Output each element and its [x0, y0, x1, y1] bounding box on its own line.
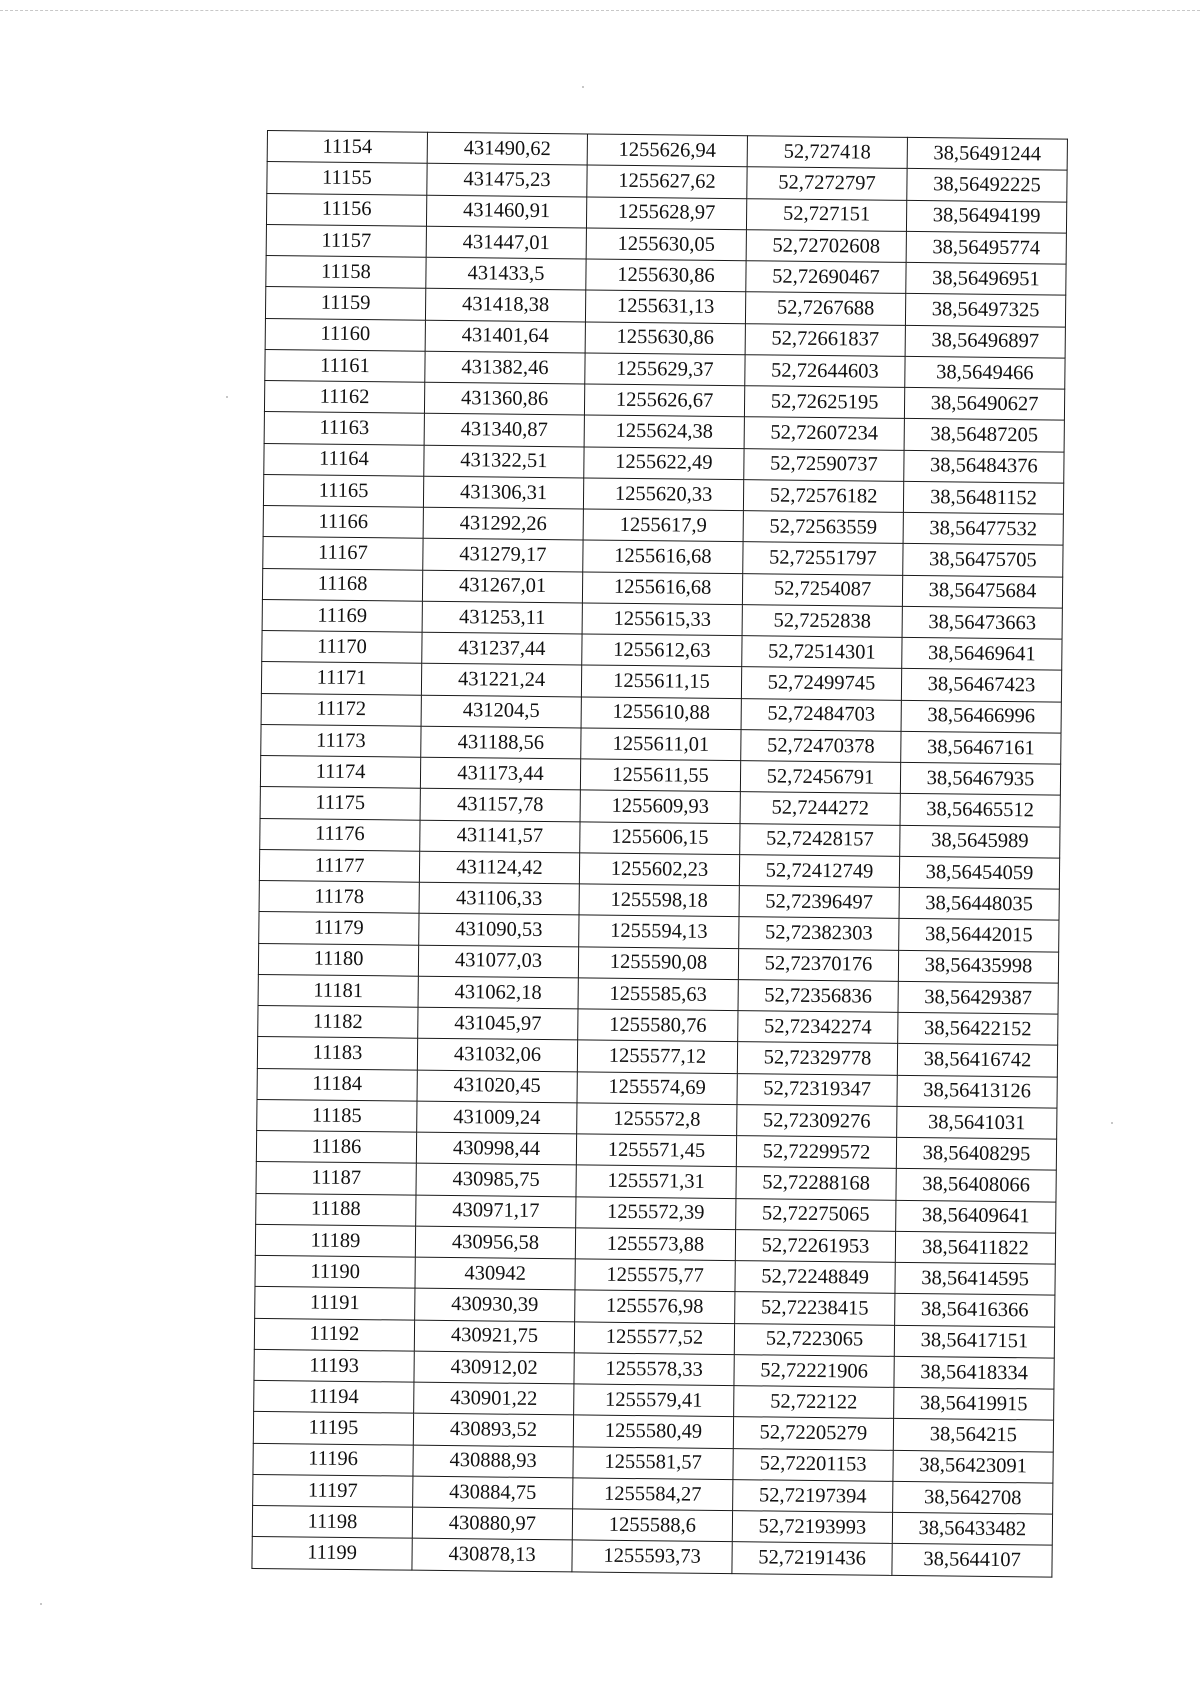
x-coordinate-cell: 431124,42	[419, 851, 579, 884]
longitude-cell: 38,56491244	[907, 137, 1067, 170]
y-coordinate-cell: 1255602,23	[579, 853, 739, 886]
latitude-cell: 52,72342274	[738, 1011, 898, 1044]
point-number-cell: 11193	[254, 1349, 414, 1382]
longitude-cell: 38,56413126	[897, 1075, 1057, 1108]
y-coordinate-cell: 1255571,31	[576, 1165, 736, 1198]
x-coordinate-cell: 431077,03	[418, 945, 578, 978]
longitude-cell: 38,56484376	[904, 450, 1064, 483]
latitude-cell: 52,72309276	[737, 1104, 897, 1137]
x-coordinate-cell: 431267,01	[422, 570, 582, 603]
point-number-cell: 11172	[261, 693, 421, 726]
latitude-cell: 52,72607234	[744, 417, 904, 450]
latitude-cell: 52,7244272	[740, 792, 900, 825]
latitude-cell: 52,72396497	[739, 886, 899, 919]
y-coordinate-cell: 1255630,86	[586, 259, 746, 292]
y-coordinate-cell: 1255572,39	[576, 1196, 736, 1229]
x-coordinate-cell: 430921,75	[414, 1320, 574, 1353]
scan-speck	[40, 1603, 42, 1605]
longitude-cell: 38,56409641	[896, 1200, 1056, 1233]
latitude-cell: 52,72551797	[743, 542, 903, 575]
point-number-cell: 11198	[252, 1505, 412, 1538]
latitude-cell: 52,72299572	[736, 1136, 896, 1169]
longitude-cell: 38,5642708	[893, 1481, 1053, 1514]
y-coordinate-cell: 1255617,9	[583, 509, 743, 542]
y-coordinate-cell: 1255573,88	[575, 1228, 735, 1261]
x-coordinate-cell: 430880,97	[412, 1507, 572, 1540]
point-number-cell: 11176	[260, 818, 420, 851]
x-coordinate-cell: 431237,44	[422, 632, 582, 665]
point-number-cell: 11186	[256, 1130, 416, 1163]
point-number-cell: 11161	[265, 349, 425, 382]
x-coordinate-cell: 431141,57	[420, 820, 580, 853]
longitude-cell: 38,56417151	[894, 1325, 1054, 1358]
y-coordinate-cell: 1255585,63	[578, 978, 738, 1011]
point-number-cell: 11174	[260, 755, 420, 788]
longitude-cell: 38,56408295	[896, 1137, 1056, 1170]
y-coordinate-cell: 1255577,52	[574, 1321, 734, 1354]
latitude-cell: 52,7272797	[747, 167, 907, 200]
x-coordinate-cell: 430942	[415, 1257, 575, 1290]
longitude-cell: 38,5649466	[905, 356, 1065, 389]
latitude-cell: 52,7267688	[745, 292, 905, 325]
y-coordinate-cell: 1255630,86	[585, 321, 745, 354]
point-number-cell: 11180	[258, 943, 418, 976]
longitude-cell: 38,56490627	[904, 387, 1064, 420]
point-number-cell: 11168	[262, 568, 422, 601]
x-coordinate-cell: 431188,56	[421, 726, 581, 759]
y-coordinate-cell: 1255626,94	[587, 134, 747, 167]
x-coordinate-cell: 431490,62	[427, 132, 587, 165]
longitude-cell: 38,56448035	[899, 887, 1059, 920]
x-coordinate-cell: 430985,75	[416, 1163, 576, 1196]
y-coordinate-cell: 1255606,15	[580, 821, 740, 854]
x-coordinate-cell: 431475,23	[427, 163, 587, 196]
point-number-cell: 11196	[253, 1443, 413, 1476]
latitude-cell: 52,727418	[747, 136, 907, 169]
x-coordinate-cell: 431090,53	[419, 913, 579, 946]
x-coordinate-cell: 431279,17	[423, 538, 583, 571]
point-number-cell: 11163	[264, 412, 424, 445]
point-number-cell: 11162	[264, 380, 424, 413]
y-coordinate-cell: 1255616,68	[582, 571, 742, 604]
longitude-cell: 38,56422152	[898, 1012, 1058, 1045]
latitude-cell: 52,72576182	[743, 479, 903, 512]
y-coordinate-cell: 1255580,76	[578, 1009, 738, 1042]
longitude-cell: 38,56473663	[902, 606, 1062, 639]
point-number-cell: 11156	[266, 193, 426, 226]
latitude-cell: 52,72205279	[733, 1417, 893, 1450]
latitude-cell: 52,72514301	[742, 636, 902, 669]
y-coordinate-cell: 1255598,18	[579, 884, 739, 917]
coordinates-table-container	[251, 130, 1067, 1577]
longitude-cell: 38,56477532	[903, 512, 1063, 545]
x-coordinate-cell: 431460,91	[426, 195, 586, 228]
latitude-cell: 52,72193993	[732, 1511, 892, 1544]
longitude-cell: 38,56496951	[906, 262, 1066, 295]
longitude-cell: 38,56418334	[894, 1356, 1054, 1389]
x-coordinate-cell: 431292,26	[423, 507, 583, 540]
longitude-cell: 38,56467423	[901, 669, 1061, 702]
longitude-cell: 38,56416742	[897, 1044, 1057, 1077]
latitude-cell: 52,72661837	[745, 323, 905, 356]
y-coordinate-cell: 1255626,67	[584, 384, 744, 417]
point-number-cell: 11185	[257, 1099, 417, 1132]
y-coordinate-cell: 1255622,49	[584, 446, 744, 479]
latitude-cell: 52,72275065	[736, 1198, 896, 1231]
point-number-cell: 11155	[267, 162, 427, 195]
point-number-cell: 11173	[261, 724, 421, 757]
latitude-cell: 52,72428157	[740, 823, 900, 856]
longitude-cell: 38,56495774	[906, 231, 1066, 264]
latitude-cell: 52,72248849	[735, 1261, 895, 1294]
y-coordinate-cell: 1255630,05	[586, 228, 746, 261]
longitude-cell: 38,56466996	[901, 700, 1061, 733]
point-number-cell: 11187	[256, 1162, 416, 1195]
point-number-cell: 11177	[259, 849, 419, 882]
x-coordinate-cell: 431253,11	[422, 601, 582, 634]
y-coordinate-cell: 1255581,57	[573, 1446, 733, 1479]
coordinates-table-body	[252, 131, 1068, 1577]
longitude-cell: 38,564215	[893, 1419, 1053, 1452]
y-coordinate-cell: 1255627,62	[587, 165, 747, 198]
x-coordinate-cell: 431382,46	[425, 351, 585, 384]
x-coordinate-cell: 430893,52	[413, 1413, 573, 1446]
x-coordinate-cell: 430901,22	[414, 1382, 574, 1415]
x-coordinate-cell: 431173,44	[420, 757, 580, 790]
latitude-cell: 52,72470378	[741, 729, 901, 762]
point-number-cell: 11182	[258, 1005, 418, 1038]
longitude-cell: 38,56487205	[904, 419, 1064, 452]
longitude-cell: 38,56454059	[899, 856, 1059, 889]
y-coordinate-cell: 1255610,88	[581, 696, 741, 729]
y-coordinate-cell: 1255611,01	[581, 728, 741, 761]
x-coordinate-cell: 431062,18	[418, 976, 578, 1009]
longitude-cell: 38,56475705	[903, 544, 1063, 577]
latitude-cell: 52,7223065	[734, 1323, 894, 1356]
longitude-cell: 38,5644107	[892, 1544, 1052, 1577]
point-number-cell: 11159	[265, 287, 425, 320]
x-coordinate-cell: 431418,38	[425, 288, 585, 321]
point-number-cell: 11197	[253, 1474, 413, 1507]
latitude-cell: 52,72484703	[741, 698, 901, 731]
latitude-cell: 52,72412749	[739, 854, 899, 887]
x-coordinate-cell: 431204,5	[421, 695, 581, 728]
longitude-cell: 38,5645989	[900, 825, 1060, 858]
point-number-cell: 11169	[262, 599, 422, 632]
y-coordinate-cell: 1255576,98	[575, 1290, 735, 1323]
latitude-cell: 52,72499745	[741, 667, 901, 700]
point-number-cell: 11194	[254, 1380, 414, 1413]
longitude-cell: 38,56481152	[903, 481, 1063, 514]
longitude-cell: 38,56465512	[900, 794, 1060, 827]
point-number-cell: 11179	[259, 912, 419, 945]
x-coordinate-cell: 430971,17	[416, 1195, 576, 1228]
x-coordinate-cell: 431045,97	[418, 1007, 578, 1040]
latitude-cell: 52,72329778	[737, 1042, 897, 1075]
y-coordinate-cell: 1255590,08	[578, 946, 738, 979]
x-coordinate-cell: 431306,31	[423, 476, 583, 509]
y-coordinate-cell: 1255628,97	[586, 196, 746, 229]
longitude-cell: 38,56469641	[902, 637, 1062, 670]
x-coordinate-cell: 431447,01	[426, 226, 586, 259]
latitude-cell: 52,72370176	[738, 948, 898, 981]
x-coordinate-cell: 430912,02	[414, 1351, 574, 1384]
y-coordinate-cell: 1255572,8	[577, 1103, 737, 1136]
point-number-cell: 11154	[267, 131, 427, 164]
point-number-cell: 11175	[260, 787, 420, 820]
longitude-cell: 38,56435998	[898, 950, 1058, 983]
latitude-cell: 52,72288168	[736, 1167, 896, 1200]
latitude-cell: 52,72221906	[734, 1354, 894, 1387]
x-coordinate-cell: 430930,39	[415, 1288, 575, 1321]
x-coordinate-cell: 430884,75	[413, 1476, 573, 1509]
y-coordinate-cell: 1255575,77	[575, 1259, 735, 1292]
x-coordinate-cell: 431020,45	[417, 1070, 577, 1103]
y-coordinate-cell: 1255579,41	[574, 1384, 734, 1417]
scan-speck	[1111, 1122, 1113, 1124]
latitude-cell: 52,72238415	[735, 1292, 895, 1325]
point-number-cell: 11165	[263, 474, 423, 507]
longitude-cell: 38,56497325	[905, 294, 1065, 327]
y-coordinate-cell: 1255612,63	[582, 634, 742, 667]
x-coordinate-cell: 431322,51	[424, 445, 584, 478]
y-coordinate-cell: 1255593,73	[572, 1540, 732, 1573]
y-coordinate-cell: 1255624,38	[584, 415, 744, 448]
point-number-cell: 11160	[265, 318, 425, 351]
point-number-cell: 11183	[257, 1037, 417, 1070]
longitude-cell: 38,56429387	[898, 981, 1058, 1014]
x-coordinate-cell: 430888,93	[413, 1445, 573, 1478]
longitude-cell: 38,56423091	[893, 1450, 1053, 1483]
x-coordinate-cell: 431106,33	[419, 882, 579, 915]
y-coordinate-cell: 1255580,49	[573, 1415, 733, 1448]
longitude-cell: 38,56419915	[894, 1387, 1054, 1420]
y-coordinate-cell: 1255611,55	[580, 759, 740, 792]
x-coordinate-cell: 431221,24	[421, 663, 581, 696]
latitude-cell: 52,72261953	[735, 1229, 895, 1262]
y-coordinate-cell: 1255571,45	[576, 1134, 736, 1167]
point-number-cell: 11192	[254, 1318, 414, 1351]
longitude-cell: 38,56411822	[895, 1231, 1055, 1264]
point-number-cell: 11164	[264, 443, 424, 476]
x-coordinate-cell: 431032,06	[417, 1038, 577, 1071]
latitude-cell: 52,72690467	[746, 261, 906, 294]
x-coordinate-cell: 431433,5	[426, 257, 586, 290]
coordinates-table	[251, 130, 1068, 1577]
x-coordinate-cell: 431157,78	[420, 788, 580, 821]
longitude-cell: 38,56416366	[895, 1294, 1055, 1327]
longitude-cell: 38,56496897	[905, 325, 1065, 358]
x-coordinate-cell: 430878,13	[412, 1538, 572, 1571]
x-coordinate-cell: 431340,87	[424, 413, 584, 446]
x-coordinate-cell: 431401,64	[425, 320, 585, 353]
x-coordinate-cell: 430998,44	[416, 1132, 576, 1165]
y-coordinate-cell: 1255578,33	[574, 1353, 734, 1386]
latitude-cell: 52,72201153	[733, 1448, 893, 1481]
latitude-cell: 52,722122	[734, 1386, 894, 1419]
longitude-cell: 38,56467161	[901, 731, 1061, 764]
latitude-cell: 52,72197394	[733, 1479, 893, 1512]
y-coordinate-cell: 1255609,93	[580, 790, 740, 823]
latitude-cell: 52,72590737	[744, 448, 904, 481]
y-coordinate-cell: 1255588,6	[572, 1509, 732, 1542]
latitude-cell: 52,7252838	[742, 604, 902, 637]
longitude-cell: 38,56408066	[896, 1169, 1056, 1202]
longitude-cell: 38,56492225	[907, 169, 1067, 202]
longitude-cell: 38,56467935	[900, 762, 1060, 795]
point-number-cell: 11181	[258, 974, 418, 1007]
x-coordinate-cell: 431009,24	[417, 1101, 577, 1134]
x-coordinate-cell: 431360,86	[424, 382, 584, 415]
longitude-cell: 38,5641031	[897, 1106, 1057, 1139]
point-number-cell: 11170	[262, 630, 422, 663]
y-coordinate-cell: 1255620,33	[583, 478, 743, 511]
latitude-cell: 52,72702608	[746, 229, 906, 262]
point-number-cell: 11184	[257, 1068, 417, 1101]
point-number-cell: 11167	[263, 537, 423, 570]
y-coordinate-cell: 1255577,12	[577, 1040, 737, 1073]
latitude-cell: 52,7254087	[742, 573, 902, 606]
point-number-cell: 11190	[255, 1255, 415, 1288]
x-coordinate-cell: 430956,58	[415, 1226, 575, 1259]
scan-speck	[582, 86, 584, 88]
latitude-cell: 52,72382303	[739, 917, 899, 950]
point-number-cell: 11171	[261, 662, 421, 695]
latitude-cell: 52,72625195	[744, 386, 904, 419]
point-number-cell: 11188	[256, 1193, 416, 1226]
point-number-cell: 11189	[255, 1224, 415, 1257]
latitude-cell: 52,72319347	[737, 1073, 897, 1106]
longitude-cell: 38,56414595	[895, 1262, 1055, 1295]
y-coordinate-cell: 1255616,68	[583, 540, 743, 573]
latitude-cell: 52,72356836	[738, 979, 898, 1012]
longitude-cell: 38,56433482	[892, 1512, 1052, 1545]
latitude-cell: 52,72563559	[743, 511, 903, 544]
longitude-cell: 38,56442015	[899, 919, 1059, 952]
point-number-cell: 11166	[263, 505, 423, 538]
y-coordinate-cell: 1255584,27	[573, 1478, 733, 1511]
y-coordinate-cell: 1255629,37	[585, 353, 745, 386]
y-coordinate-cell: 1255574,69	[577, 1071, 737, 1104]
longitude-cell: 38,56475684	[902, 575, 1062, 608]
y-coordinate-cell: 1255611,15	[581, 665, 741, 698]
y-coordinate-cell: 1255615,33	[582, 603, 742, 636]
latitude-cell: 52,72456791	[740, 761, 900, 794]
y-coordinate-cell: 1255594,13	[579, 915, 739, 948]
page-top-edge	[0, 10, 1200, 11]
point-number-cell: 11195	[253, 1412, 413, 1445]
point-number-cell: 11158	[266, 255, 426, 288]
latitude-cell: 52,727151	[746, 198, 906, 231]
point-number-cell: 11178	[259, 880, 419, 913]
y-coordinate-cell: 1255631,13	[585, 290, 745, 323]
latitude-cell: 52,72644603	[745, 354, 905, 387]
latitude-cell: 52,72191436	[732, 1542, 892, 1575]
longitude-cell: 38,56494199	[906, 200, 1066, 233]
point-number-cell: 11157	[266, 224, 426, 257]
point-number-cell: 11191	[255, 1287, 415, 1320]
point-number-cell: 11199	[252, 1537, 412, 1570]
scan-speck	[226, 396, 228, 398]
